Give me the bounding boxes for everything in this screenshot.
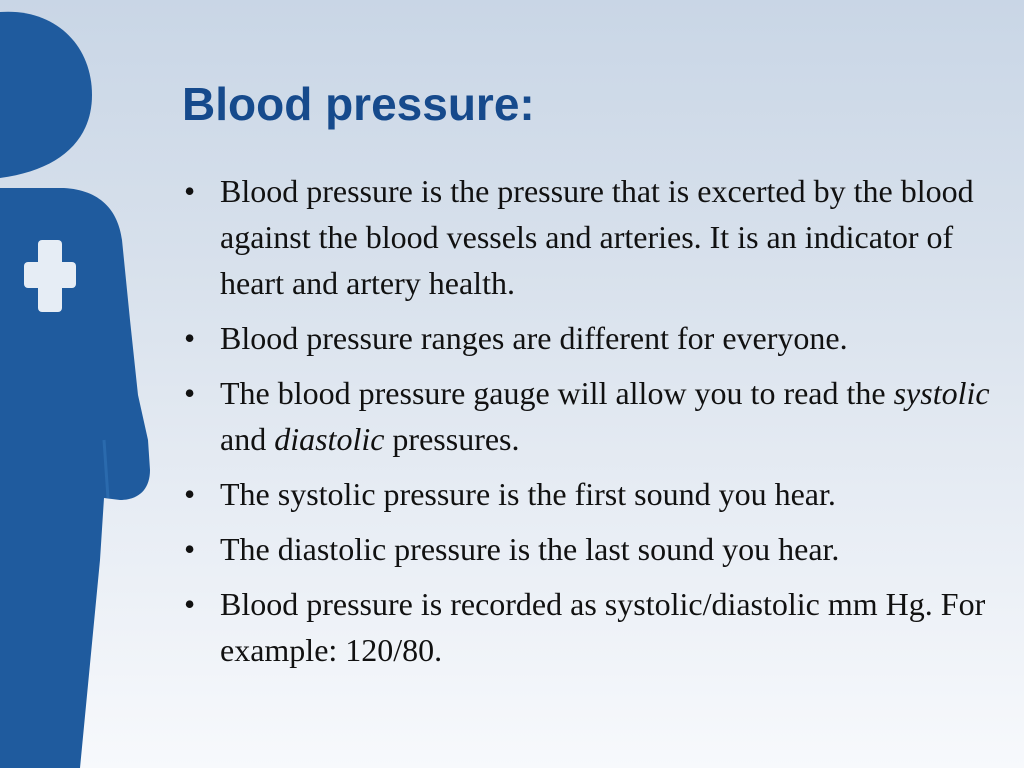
bullet-text: Blood pressure ranges are different for everyone. [220, 320, 848, 356]
slide-title: Blood pressure: [182, 78, 535, 130]
nurse-silhouette-icon [0, 0, 170, 768]
bullet-item [182, 471, 1012, 517]
bullet-dot: • [184, 320, 196, 356]
bullet-dot: • [184, 586, 196, 622]
bullet-text: The systolic pressure is the first sound you hear. [220, 476, 836, 512]
bullet-dot: • [184, 476, 196, 512]
bullet-dot: • [184, 173, 196, 209]
bullet-emphasis-diastolic: diastolic [274, 421, 385, 457]
bullet-list [182, 168, 1012, 682]
bullet-emphasis-systolic: systolic [893, 375, 990, 411]
bullet-item [182, 315, 1012, 361]
bullet-dot: • [184, 531, 196, 567]
bullet-item [182, 168, 1012, 306]
bullet-dot: • [184, 375, 196, 411]
bullet-item [182, 370, 1012, 462]
head-shape [0, 12, 92, 178]
bullet-text: Blood pressure is recorded as systolic/diastolic mm Hg. For example: 120/80. [220, 586, 986, 668]
bullet-item [182, 526, 1012, 572]
bullet-text-before: The blood pressure gauge will allow you to read the [220, 375, 894, 411]
bullet-text: The diastolic pressure is the last sound you hear. [220, 531, 840, 567]
bullet-text: Blood pressure is the pressure that is excerted by the blood against the blood vessels and arteries. It is an indicator of heart and artery health. [220, 173, 974, 301]
bullet-item [182, 581, 1012, 673]
bullet-text-middle: and [220, 421, 275, 457]
bullet-text-after: pressures. [384, 421, 520, 457]
